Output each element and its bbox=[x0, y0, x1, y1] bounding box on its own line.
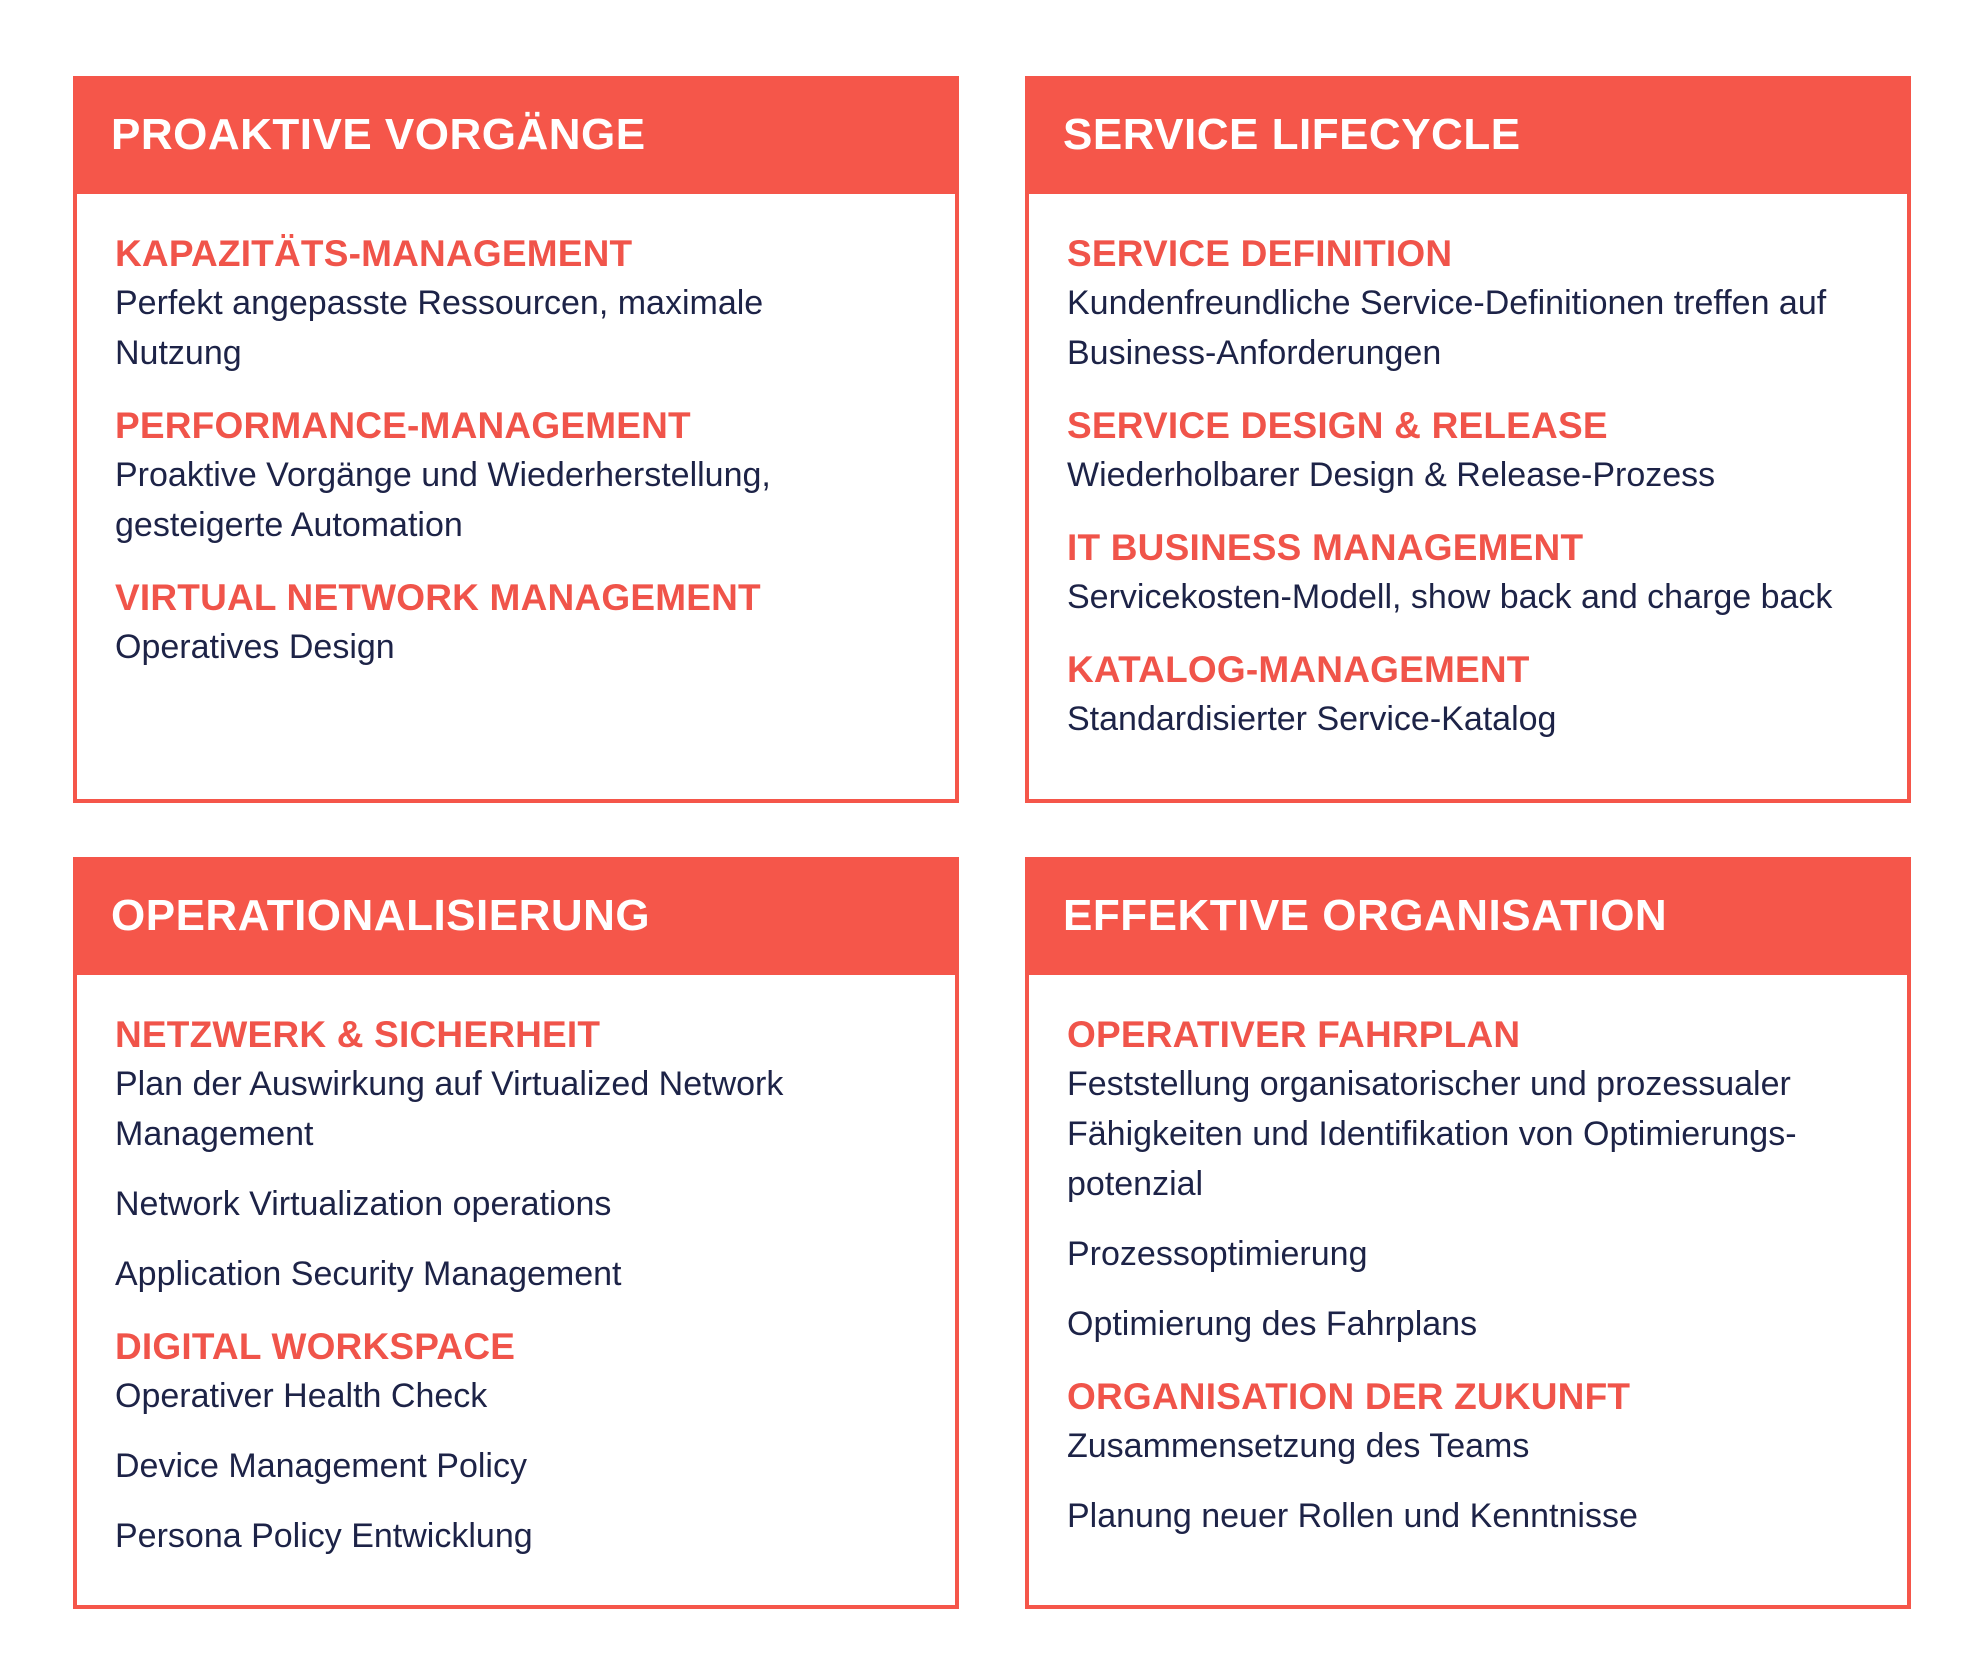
section-line: Standardisierter Service-Katalog bbox=[1067, 700, 1557, 738]
section-lines bbox=[1067, 1059, 1877, 1349]
section-line: Perfekt angepasste Ressourcen, maximale Nutzung bbox=[115, 284, 764, 372]
section-lines bbox=[115, 1371, 925, 1561]
card-title: SERVICE LIFECYCLE bbox=[1063, 110, 1521, 159]
section-line: Planung neuer Rollen und Kenntnisse bbox=[1067, 1497, 1638, 1535]
section-lines bbox=[1067, 1421, 1877, 1541]
card-header bbox=[73, 76, 959, 194]
card-body bbox=[1029, 975, 1907, 1541]
card-title: PROAKTIVE VORGÄNGE bbox=[111, 110, 646, 159]
section-organisation-der-zukunft bbox=[1067, 1373, 1877, 1541]
section-lines bbox=[1067, 278, 1877, 378]
card-body bbox=[1029, 194, 1907, 744]
card-title: EFFEKTIVE ORGANISATION bbox=[1063, 891, 1668, 940]
section-title: VIRTUAL NETWORK MANAGEMENT bbox=[115, 577, 761, 618]
section-line: Kundenfreundliche Service-Definitionen treffen auf Business-Anforderungen bbox=[1067, 284, 1827, 372]
section-katalog-management bbox=[1067, 646, 1877, 744]
card-header bbox=[1025, 857, 1911, 975]
card-operationalisierung bbox=[73, 857, 959, 1609]
section-kapazitaets-management bbox=[115, 230, 925, 378]
section-title: SERVICE DEFINITION bbox=[1067, 233, 1453, 274]
section-line: Optimierung des Fahrplans bbox=[1067, 1305, 1478, 1343]
section-line: Feststellung organisatorischer und prozessualer Fähigkeiten und Identifikation von Optimierungs-potenzial bbox=[1067, 1065, 1797, 1203]
card-body bbox=[77, 194, 955, 672]
section-line: Servicekosten-Modell, show back and charge back bbox=[1067, 578, 1833, 616]
section-title: OPERATIVER FAHRPLAN bbox=[1067, 1014, 1521, 1055]
section-lines bbox=[115, 450, 925, 550]
card-service-lifecycle bbox=[1025, 76, 1911, 803]
section-performance-management bbox=[115, 402, 925, 550]
section-title: DIGITAL WORKSPACE bbox=[115, 1326, 516, 1367]
card-header bbox=[1025, 76, 1911, 194]
section-line: Zusammensetzung des Teams bbox=[1067, 1427, 1530, 1465]
section-line: Wiederholbarer Design & Release-Prozess bbox=[1067, 456, 1716, 494]
section-line: Plan der Auswirkung auf Virtualized Network Management bbox=[115, 1065, 784, 1153]
section-netzwerk-sicherheit bbox=[115, 1011, 925, 1299]
section-title: NETZWERK & SICHERHEIT bbox=[115, 1014, 601, 1055]
card-header bbox=[73, 857, 959, 975]
section-lines bbox=[1067, 450, 1877, 500]
section-lines bbox=[115, 1059, 925, 1299]
section-virtual-network-management bbox=[115, 574, 925, 672]
section-line: Prozessoptimierung bbox=[1067, 1235, 1368, 1273]
section-title: PERFORMANCE-MANAGEMENT bbox=[115, 405, 691, 446]
card-effektive-organisation bbox=[1025, 857, 1911, 1609]
section-title: KATALOG-MANAGEMENT bbox=[1067, 649, 1530, 690]
section-title: IT BUSINESS MANAGEMENT bbox=[1067, 527, 1584, 568]
section-title: ORGANISATION DER ZUKUNFT bbox=[1067, 1376, 1631, 1417]
section-line: Persona Policy Entwicklung bbox=[115, 1517, 533, 1555]
section-line: Proaktive Vorgänge und Wiederherstellung, gesteigerte Automation bbox=[115, 456, 771, 544]
section-lines bbox=[115, 622, 925, 672]
section-line: Device Management Policy bbox=[115, 1447, 527, 1485]
section-line: Operatives Design bbox=[115, 628, 395, 666]
section-service-design-release bbox=[1067, 402, 1877, 500]
section-line: Network Virtualization operations bbox=[115, 1185, 612, 1223]
section-lines bbox=[1067, 572, 1877, 622]
section-it-business-management bbox=[1067, 524, 1877, 622]
section-line: Operativer Health Check bbox=[115, 1377, 488, 1415]
card-body bbox=[77, 975, 955, 1561]
section-title: KAPAZITÄTS-MANAGEMENT bbox=[115, 233, 633, 274]
section-title: SERVICE DESIGN & RELEASE bbox=[1067, 405, 1608, 446]
section-lines bbox=[115, 278, 925, 378]
section-line: Application Security Management bbox=[115, 1255, 622, 1293]
section-operativer-fahrplan bbox=[1067, 1011, 1877, 1349]
section-lines bbox=[1067, 694, 1877, 744]
section-digital-workspace bbox=[115, 1323, 925, 1561]
card-title: OPERATIONALISIERUNG bbox=[111, 891, 651, 940]
section-service-definition bbox=[1067, 230, 1877, 378]
card-proaktive-vorgaenge bbox=[73, 76, 959, 803]
